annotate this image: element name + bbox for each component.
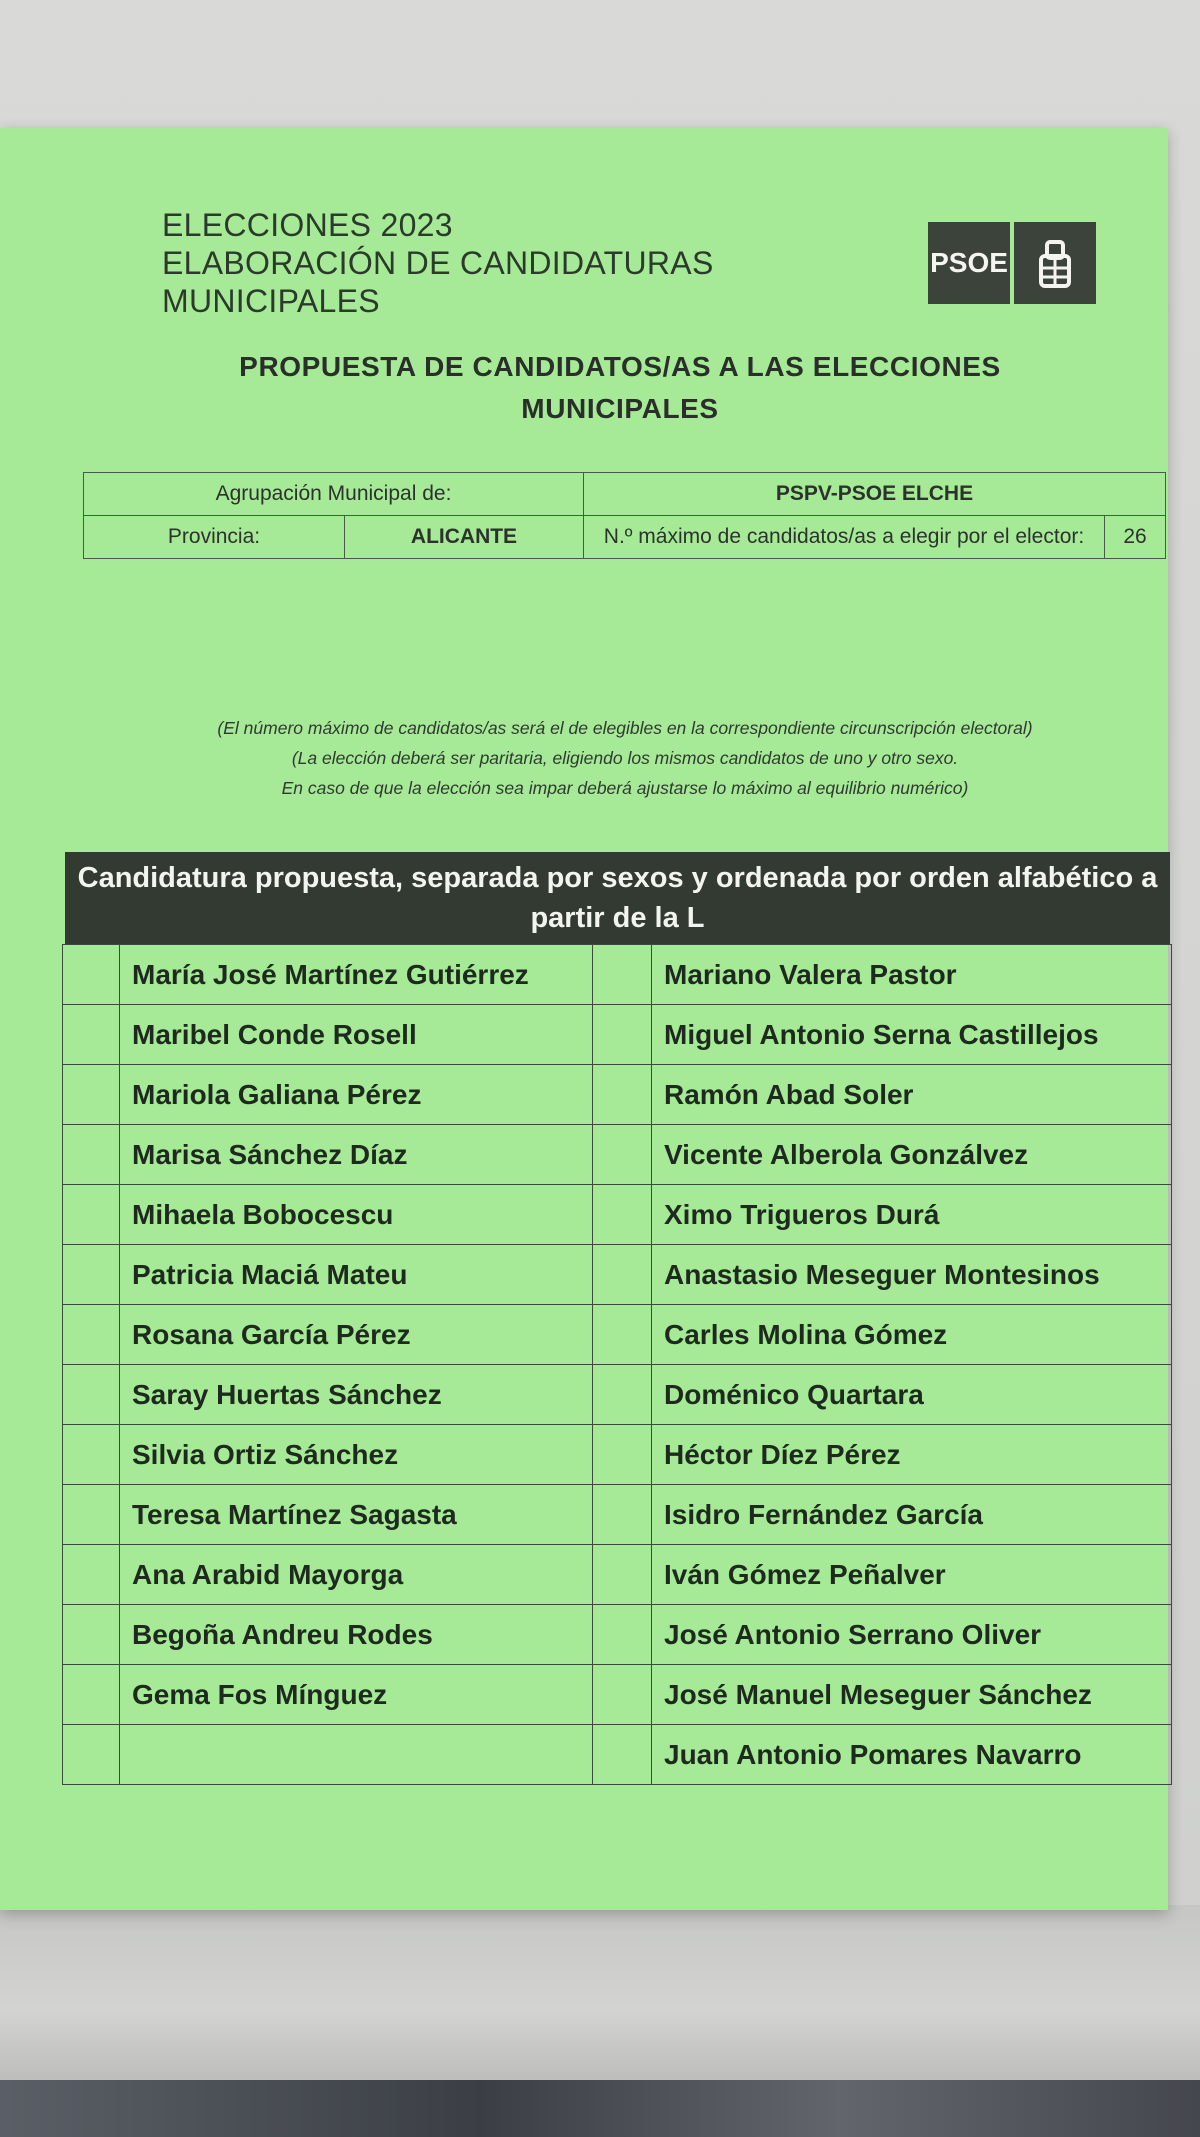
table-row xyxy=(63,945,1172,1005)
left-number-cell[interactable] xyxy=(63,1005,120,1065)
floor-background xyxy=(0,2080,1200,2137)
rose-fist-logo-icon xyxy=(1014,222,1096,304)
max-candidates-label: N.º máximo de candidatos/as a elegir por el elector: xyxy=(584,516,1105,559)
table-row xyxy=(63,1485,1172,1545)
right-number-cell[interactable] xyxy=(593,1725,652,1785)
female-candidate-name: Marisa Sánchez Díaz xyxy=(120,1125,593,1185)
female-candidate-name: Saray Huertas Sánchez xyxy=(120,1365,593,1425)
table-row xyxy=(63,1605,1172,1665)
male-candidate-name: Doménico Quartara xyxy=(652,1365,1172,1425)
female-candidate-name: María José Martínez Gutiérrez xyxy=(120,945,593,1005)
max-candidates-value: 26 xyxy=(1105,516,1166,559)
table-row xyxy=(63,1425,1172,1485)
agrupacion-value: PSPV-PSOE ELCHE xyxy=(584,473,1166,516)
right-number-cell[interactable] xyxy=(593,1485,652,1545)
female-candidate-name: Mariola Galiana Pérez xyxy=(120,1065,593,1125)
psoe-logo-text: PSOE xyxy=(928,222,1010,304)
left-number-cell[interactable] xyxy=(63,1605,120,1665)
female-candidate-name: Gema Fos Mínguez xyxy=(120,1665,593,1725)
header-line-2: ELABORACIÓN DE CANDIDATURAS xyxy=(162,245,714,281)
female-candidate-name: Patricia Maciá Mateu xyxy=(120,1245,593,1305)
male-candidate-name: Vicente Alberola Gonzálvez xyxy=(652,1125,1172,1185)
right-number-cell[interactable] xyxy=(593,1245,652,1305)
female-candidate-name: Begoña Andreu Rodes xyxy=(120,1605,593,1665)
provincia-value: ALICANTE xyxy=(345,516,584,559)
note-line-2: (La elección deberá ser paritaria, eligiendo los mismos candidatos de uno y otro sexo. xyxy=(291,748,959,768)
female-candidate-name: Rosana García Pérez xyxy=(120,1305,593,1365)
male-candidate-name: Ramón Abad Soler xyxy=(652,1065,1172,1125)
subtitle-line-2: MUNICIPALES xyxy=(521,393,719,424)
left-number-cell[interactable] xyxy=(63,1125,120,1185)
note-line-1: (El número máximo de candidatos/as será el de elegibles en la correspondiente circunscripción electoral) xyxy=(217,718,1033,738)
right-number-cell[interactable] xyxy=(593,1425,652,1485)
right-number-cell[interactable] xyxy=(593,1125,652,1185)
male-candidate-name: Anastasio Meseguer Montesinos xyxy=(652,1245,1172,1305)
table-row xyxy=(63,1245,1172,1305)
right-number-cell[interactable] xyxy=(593,1605,652,1665)
male-candidate-name: Miguel Antonio Serna Castillejos xyxy=(652,1005,1172,1065)
male-candidate-name: Mariano Valera Pastor xyxy=(652,945,1172,1005)
info-table xyxy=(83,472,1166,559)
left-number-cell[interactable] xyxy=(63,1065,120,1125)
left-number-cell[interactable] xyxy=(63,1185,120,1245)
candidatura-header-line-2: partir de la L xyxy=(530,902,705,934)
right-number-cell[interactable] xyxy=(593,945,652,1005)
right-number-cell[interactable] xyxy=(593,1305,652,1365)
table-row xyxy=(63,1365,1172,1425)
female-candidate-name: Mihaela Bobocescu xyxy=(120,1185,593,1245)
header-line-3: MUNICIPALES xyxy=(162,283,380,319)
ballot-sheet xyxy=(0,128,1168,1910)
left-number-cell[interactable] xyxy=(63,1545,120,1605)
female-candidate-name: Silvia Ortiz Sánchez xyxy=(120,1425,593,1485)
female-candidate-name xyxy=(120,1725,593,1785)
right-number-cell[interactable] xyxy=(593,1185,652,1245)
left-number-cell[interactable] xyxy=(63,1305,120,1365)
provincia-label: Provincia: xyxy=(84,516,345,559)
header-line-1: ELECCIONES 2023 xyxy=(162,207,453,243)
note-line-3: En caso de que la elección sea impar deberá ajustarse lo máximo al equilibrio numérico) xyxy=(281,778,969,798)
right-number-cell[interactable] xyxy=(593,1665,652,1725)
left-number-cell[interactable] xyxy=(63,1725,120,1785)
left-number-cell[interactable] xyxy=(63,945,120,1005)
psoe-logo xyxy=(928,222,1096,306)
male-candidate-name: José Manuel Meseguer Sánchez xyxy=(652,1665,1172,1725)
right-number-cell[interactable] xyxy=(593,1005,652,1065)
male-candidate-name: Iván Gómez Peñalver xyxy=(652,1545,1172,1605)
candidatura-header xyxy=(65,852,1170,944)
male-candidate-name: Carles Molina Gómez xyxy=(652,1305,1172,1365)
male-candidate-name: Isidro Fernández García xyxy=(652,1485,1172,1545)
table-surface xyxy=(0,1905,1200,2080)
right-number-cell[interactable] xyxy=(593,1065,652,1125)
subtitle-line-1: PROPUESTA DE CANDIDATOS/AS A LAS ELECCIONES xyxy=(239,351,1001,382)
female-candidate-name: Teresa Martínez Sagasta xyxy=(120,1485,593,1545)
left-number-cell[interactable] xyxy=(63,1365,120,1425)
table-row xyxy=(63,1305,1172,1365)
male-candidate-name: José Antonio Serrano Oliver xyxy=(652,1605,1172,1665)
document-subtitle xyxy=(160,346,1080,430)
female-candidate-name: Ana Arabid Mayorga xyxy=(120,1545,593,1605)
table-row xyxy=(63,1725,1172,1785)
male-candidate-name: Héctor Díez Pérez xyxy=(652,1425,1172,1485)
candidatura-header-line-1: Candidatura propuesta, separada por sexos y ordenada por orden alfabético a xyxy=(77,862,1158,894)
table-row xyxy=(63,1065,1172,1125)
table-row xyxy=(63,1005,1172,1065)
table-row xyxy=(63,1185,1172,1245)
left-number-cell[interactable] xyxy=(63,1485,120,1545)
candidates-table xyxy=(62,944,1172,1785)
right-number-cell[interactable] xyxy=(593,1545,652,1605)
left-number-cell[interactable] xyxy=(63,1665,120,1725)
table-row xyxy=(63,1545,1172,1605)
instructions-notes xyxy=(120,713,1130,803)
male-candidate-name: Ximo Trigueros Durá xyxy=(652,1185,1172,1245)
female-candidate-name: Maribel Conde Rosell xyxy=(120,1005,593,1065)
male-candidate-name: Juan Antonio Pomares Navarro xyxy=(652,1725,1172,1785)
right-number-cell[interactable] xyxy=(593,1365,652,1425)
left-number-cell[interactable] xyxy=(63,1245,120,1305)
left-number-cell[interactable] xyxy=(63,1425,120,1485)
table-row xyxy=(63,1125,1172,1185)
document-header xyxy=(162,206,714,320)
table-row xyxy=(63,1665,1172,1725)
agrupacion-label: Agrupación Municipal de: xyxy=(84,473,584,516)
